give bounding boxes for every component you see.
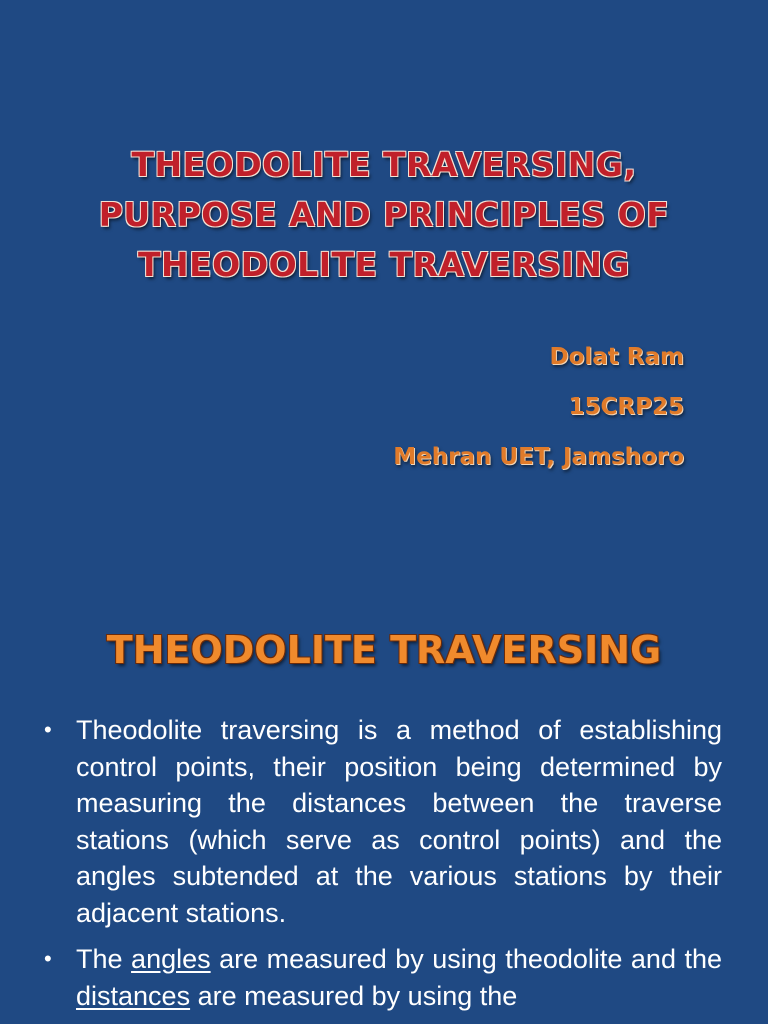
title-line-1: THEODOLITE TRAVERSING, [131, 145, 637, 184]
bullet-list [40, 712, 722, 1024]
bullet-text-part: The [76, 944, 132, 974]
content-slide [0, 576, 768, 1024]
slide-heading: THEODOLITE TRAVERSING [106, 628, 662, 672]
bullet-text: Theodolite traversing is a method of establishing control points, their position being determined by measuring the distances between the traverse stations (which serve as control points) and the angles subtended at the various stations by their adjacent stations. [76, 715, 722, 928]
bullet-text-part: are measured by using theodolite and the [210, 944, 723, 974]
presentation-title [40, 140, 728, 290]
underlined-term-angles: angles [131, 944, 211, 974]
author-name: Dolat Ram [549, 344, 684, 370]
bullet-item-measurement [40, 941, 722, 1014]
bullet-marker: • [44, 717, 52, 742]
roll-number: 15CRP25 [568, 394, 684, 420]
title-line-3: THEODOLITE TRAVERSING [138, 245, 630, 284]
title-line-2: PURPOSE AND PRINCIPLES OF [98, 195, 670, 234]
bullet-text-part: are measured by using the [190, 980, 518, 1011]
institution-name: Mehran UET, Jamshoro [393, 444, 684, 470]
bullet-marker: • [44, 946, 52, 971]
bullet-item-definition [40, 712, 722, 931]
underlined-term-distances: distances [76, 980, 191, 1011]
author-info [393, 332, 684, 482]
